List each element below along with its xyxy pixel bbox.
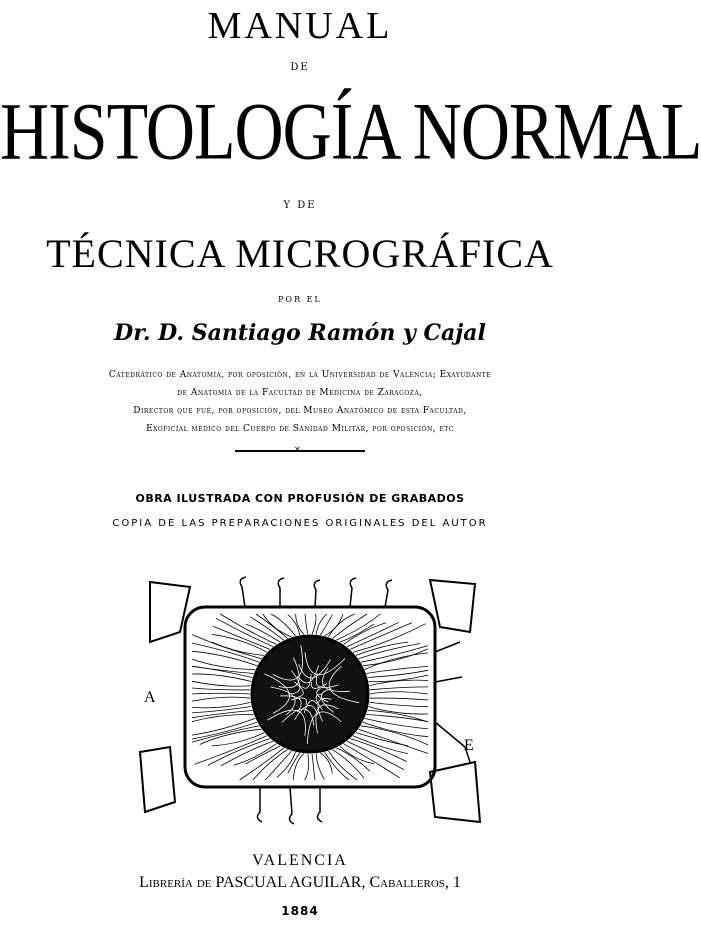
credential-line: Catedrático de Anatomía, por oposición, en la Universidad de Valencia; Exayudante [108,370,492,380]
figure-label-e: E [464,737,474,754]
divider-ornament-icon: ✕ [294,445,301,454]
subtitle: TÉCNICA MICROGRÁFICA [46,231,554,276]
title-y-de: Y DE [283,200,317,211]
copy-note: COPIA DE LAS PREPARACIONES ORIGINALES DEL AUTOR [112,518,488,529]
imprint-year: 1884 [281,904,319,918]
title-de: DE [290,62,310,73]
histology-engraving [130,572,485,830]
title-manual: MANUAL [207,5,393,47]
figure-label-a: A [144,689,156,706]
illustration-note: OBRA ILUSTRADA CON PROFUSIÓN DE GRABADOS [135,492,465,505]
credential-line: de Anatomía de la Facultad de Medicina de Zaragoza, [177,388,423,398]
imprint-city: VALENCIA [252,852,348,869]
credential-line: Exoficial médico del Cuerpo de Sanidad Militar, por oposición, etc [146,424,454,434]
title-por-el: POR EL [278,295,322,304]
main-title: HISTOLOGÍA NORMAL [0,85,701,177]
credential-line: Director que fué, por oposición, del Museo Anatómico de esta Facultad, [133,406,467,416]
author-name: Dr. D. Santiago Ramón y Cajal [114,320,486,346]
imprint-publisher: Librería de PASCUAL AGUILAR, Caballeros, 1 [139,874,461,891]
